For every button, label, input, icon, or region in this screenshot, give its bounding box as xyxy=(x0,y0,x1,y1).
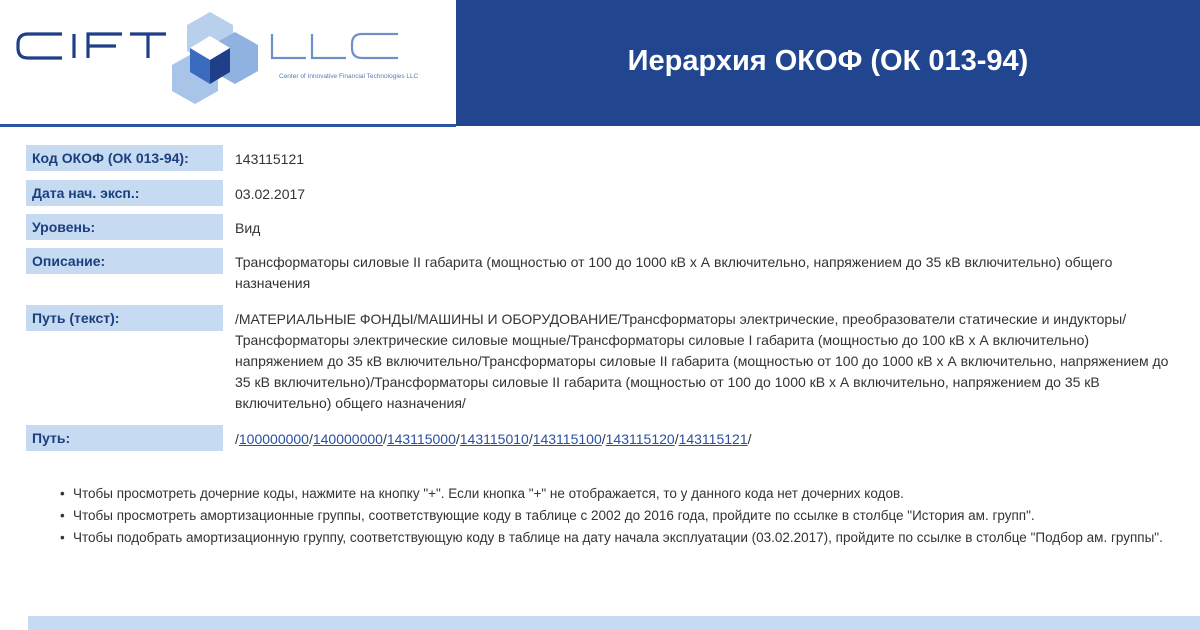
logo-area xyxy=(0,0,456,126)
field-value-code: 143115121 xyxy=(235,151,305,167)
field-label-code: Код ОКОФ (ОК 013-94): xyxy=(26,145,223,171)
hexagon-cube-icon xyxy=(172,12,258,104)
path-separator: / xyxy=(382,431,387,447)
path-separator: / xyxy=(601,431,606,447)
field-label-level: Уровень: xyxy=(26,214,223,240)
path-separator: / xyxy=(455,431,460,447)
logo-subtitle: Center of Innovative Financial Technologies LLC xyxy=(279,73,419,80)
instruction-item: • Чтобы подобрать амортизационную группу, соответствующую коду в таблице на дату начала эксплуатации (03.02.2017), пройдите по ссылке в столбце "Подбор ам. группы". xyxy=(60,528,1170,548)
path-link[interactable]: 143115010 xyxy=(459,431,529,447)
page-header xyxy=(0,0,1200,126)
logo-wordmark-right xyxy=(272,34,398,58)
header-divider xyxy=(0,124,456,127)
field-value-level: Вид xyxy=(235,220,261,236)
field-label-start-date: Дата нач. эксп.: xyxy=(26,180,223,206)
field-label-path-text: Путь (текст): xyxy=(26,305,223,331)
page-title: Иерархия ОКОФ (ОК 013-94) xyxy=(627,45,1029,77)
title-banner xyxy=(456,0,1200,126)
path-separator: / xyxy=(235,431,239,447)
path-link[interactable]: 143115100 xyxy=(532,431,602,447)
field-value-start-date: 03.02.2017 xyxy=(235,186,306,202)
path-separator: / xyxy=(528,431,533,447)
field-label-description: Описание: xyxy=(26,248,223,274)
path-separator: / xyxy=(674,431,679,447)
path-link[interactable]: 140000000 xyxy=(312,431,383,447)
path-link[interactable]: 143115000 xyxy=(386,431,456,447)
path-separator: / xyxy=(308,431,313,447)
field-value-description: Трансформаторы силовые II габарита (мощностью от 100 до 1000 кВ х А включительно, напряжением до 35 кВ включительно) общего назначения xyxy=(235,254,1113,291)
cift-logo[interactable] xyxy=(10,4,430,114)
field-label-path: Путь: xyxy=(26,425,223,451)
path-separator: / xyxy=(747,431,752,447)
instructions-list xyxy=(60,484,1170,550)
breadcrumb xyxy=(235,429,1195,450)
table-header-strip xyxy=(28,616,1200,630)
path-link[interactable]: 100000000 xyxy=(238,431,309,447)
logo-wordmark-left xyxy=(18,34,166,58)
instruction-item: • Чтобы просмотреть амортизационные группы, соответствующие коду в таблице с 2002 до 2016 года, пройдите по ссылке в столбце "История ам. групп". xyxy=(60,506,1170,526)
path-link[interactable]: 143115121 xyxy=(678,431,748,447)
field-value-path-text: /МАТЕРИАЛЬНЫЕ ФОНДЫ/МАШИНЫ И ОБОРУДОВАНИЕ/Трансформаторы электрические, преобразователи статические и индукторы/Трансформаторы электрические силовые мощные/Трансформаторы силовые I габарита (мощностью до 100 кВ х А включительно) напряжением до 35 кВ включительно/Трансформаторы силовые II габарита (мощностью от 100 до 1000 кВ х А включительно, напряжением до 35 кВ включительно)/Трансформаторы силовые II габарита (мощностью от 100 до 1000 кВ х А включительно, напряжением до 35 кВ включительно) общего назначения/ xyxy=(235,311,1169,411)
instruction-item: • Чтобы просмотреть дочерние коды, нажмите на кнопку "+". Если кнопка "+" не отображается, то у данного кода нет дочерних кодов. xyxy=(60,484,1170,504)
path-link[interactable]: 143115120 xyxy=(605,431,675,447)
